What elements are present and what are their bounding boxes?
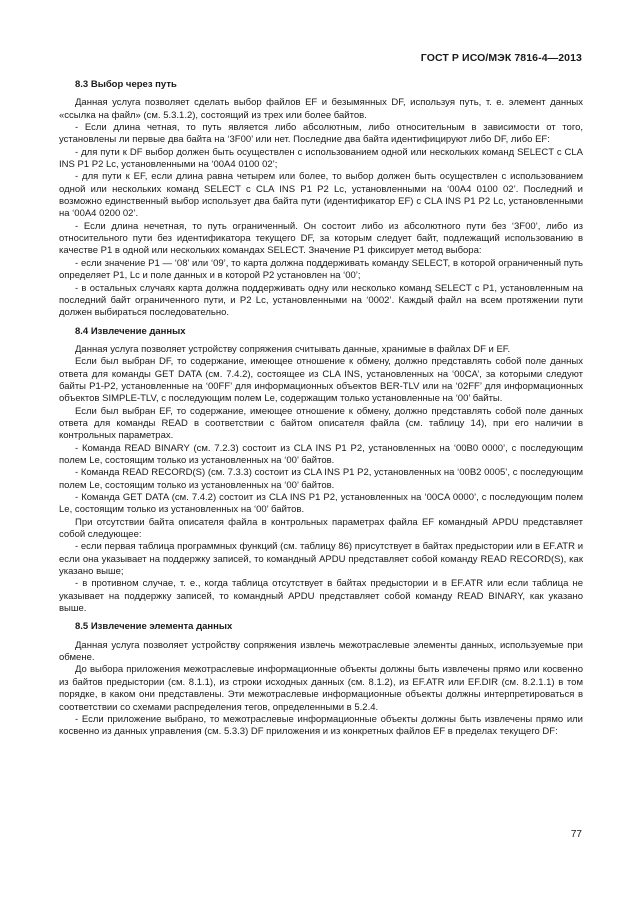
- document-body: [59, 76, 583, 745]
- page-number: 77: [570, 829, 582, 840]
- standard-header: ГОСТ Р ИСО/МЭК 7816-4—2013: [420, 52, 582, 64]
- paragraph: - если первая таблица программных функций (см. таблицу 86) присутствует в байтах предыстории или в EF.ATR и если она указывает на поддержку записей, то командный APDU представляет собой команду READ RECORD(S), как указано выше;: [59, 541, 583, 578]
- section-8-4: [59, 326, 583, 616]
- paragraph: До выбора приложения межотраслевые информационные объекты должны быть извлечены прямо или косвенно из байтов предыстории (см. 8.1.1), из строки исходных данных (см. 8.1.2), из EF.ATR или EF.DIR (см. 8.2.1.1) в том порядке, в каком они представлены. Эти межотраслевые информационные объекты должны интерпретироваться в соответствии со схемами распределения тегов, определенными в 5.2.4.: [59, 664, 583, 713]
- section-8-5: [59, 621, 583, 738]
- paragraph: - в противном случае, т. е., когда таблица отсутствует в байтах предыстории и в EF.ATR или если таблица не указывает на поддержку записей, то командный APDU представляет собой команду READ BINARY, как указано выше.: [59, 578, 583, 615]
- section-heading: 8.5 Извлечение элемента данных: [75, 621, 233, 633]
- paragraph: При отсутствии байта описателя файла в контрольных параметрах файла EF командный APDU представляет собой следующее:: [59, 516, 583, 541]
- paragraph: - Если длина нечетная, то путь ограниченный. Он состоит либо из абсолютного пути без ‘3F00’, либо из относительного пути без идентификатора текущего DF, за которым следует байт, подлежащий использованию в качестве P1 в одной или нескольких командах SELECT. Значение P1 фиксирует метод выбора:: [59, 220, 583, 257]
- paragraph: - Если приложение выбрано, то межотраслевые информационные объекты должны быть извлечены прямо или косвенно из данных управления (см. 5.3.3) DF приложения и из конкретных файлов EF в пределах текущего DF:: [59, 713, 583, 738]
- section-heading: 8.3 Выбор через путь: [75, 79, 177, 90]
- paragraph: Если был выбран DF, то содержание, имеющее отношение к обмену, должно представлять собой поле данных ответа для команды GET DATA (см. 7.4.2), состоящее из CLA INS, установленных на ‘00CA’, за которыми следуют байты P1-P2, установленные на ‘00FF’ для информационных объектов BER-TLV или на ‘02FF’ для информационных объектов SIMPLE-TLV, с последующим полем Le, содержащим только установленные на ‘00’ байты.: [59, 356, 583, 405]
- paragraph: - для пути к EF, если длина равна четырем или более, то выбор должен быть осуществлен с использованием одной или нескольких команд SELECT с CLA INS P1 P2 Lc, установленными на ‘00A4 0100 02’. Последний и возможно единственный выбор использует два байта пути (идентификатор EF) с CLA INS P1 P2 Lc, установленными на ‘00A4 0200 02’.: [59, 171, 583, 220]
- paragraph: - Команда READ RECORD(S) (см. 7.3.3) состоит из CLA INS P1 P2, установленных на ‘00B2 0005’, с последующим полем Le, состоящим только из установленных на ‘00’ байтов.: [59, 467, 583, 491]
- paragraph: Данная услуга позволяет устройству сопряжения извлечь межотраслевые элементы данных, используемые при обмене.: [59, 639, 583, 664]
- paragraph: - для пути к DF выбор должен быть осуществлен с использованием одной или нескольких команд SELECT с CLA INS P1 P2 Lc, установленными на ‘00A4 0100 02’;: [59, 146, 583, 171]
- paragraph: Данная услуга позволяет сделать выбор файлов EF и безымянных DF, используя путь, т. е. элемент данных «ссылка на файл» (см. 5.3.1.2), состоящий из трех или более байтов.: [59, 97, 583, 121]
- section-heading: 8.4 Извлечение данных: [75, 325, 186, 337]
- section-8-3: [59, 79, 583, 320]
- paragraph: - Если длина четная, то путь является либо абсолютным, либо относительным в зависимости от того, установлены ли первые два байта на ‘3F00’ или нет. Последние два байта идентифицируют либо DF, либо EF:: [59, 122, 583, 146]
- paragraph: Если был выбран EF, то содержание, имеющее отношение к обмену, должно представлять собой поле данных ответа для команды READ в соответствии с байтом описателя файла (см. таблицу 14), при его наличии в контрольных параметрах.: [59, 405, 583, 442]
- paragraph: Данная услуга позволяет устройству сопряжения считывать данные, хранимые в файлах DF и EF.: [75, 343, 511, 355]
- paragraph: - Команда READ BINARY (см. 7.2.3) состоит из CLA INS P1 P2, установленных на ‘00B0 0000’, с последующим полем Le, состоящим только из установленных на ‘00’ байтов.: [59, 442, 583, 466]
- paragraph: - если значение P1 — ‘08’ или ‘09’, то карта должна поддерживать команду SELECT, в которой ограниченный путь определяет P1, Lc и поле данных и в которой P2 установлен на ‘00’;: [59, 257, 583, 282]
- paragraph: - Команда GET DATA (см. 7.4.2) состоит из CLA INS P1 P2, установленных на ‘00CA 0000’, с последующим полем Le, состоящим только из установленных на ‘00’ байтов.: [59, 492, 583, 516]
- paragraph: - в остальных случаях карта должна поддерживать одну или несколько команд SELECT с P1, установленным на последний байт ограниченного пути, и P2 Lc, установленными на ‘0002’. Каждый файл на всем протяжении пути должен выбираться последовательно.: [59, 282, 583, 319]
